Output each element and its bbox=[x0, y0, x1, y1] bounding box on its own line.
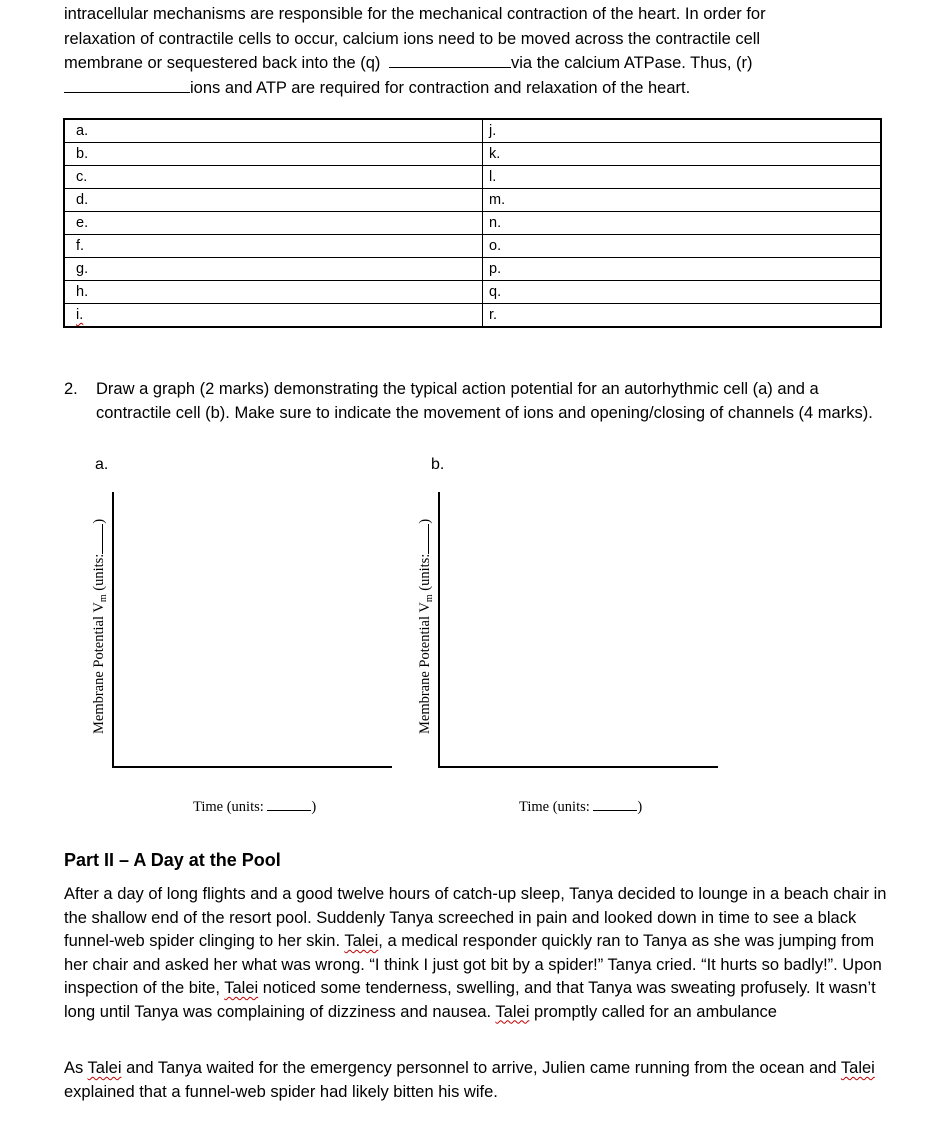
intro-line: intracellular mechanisms are responsible for the mechanical contraction of the heart. In order for bbox=[64, 5, 766, 23]
story-text: explained that a funnel-web spider had likely bitten his wife. bbox=[64, 1082, 498, 1101]
graph-b-y-axis bbox=[438, 492, 440, 768]
answer-cell-o[interactable]: o. bbox=[483, 235, 882, 258]
part2-heading: Part II – A Day at the Pool bbox=[64, 850, 281, 870]
graph-a-x-axis-label bbox=[193, 798, 316, 816]
spellcheck-word: Talei bbox=[840, 1059, 875, 1077]
graph-b-label: b. bbox=[431, 456, 445, 473]
xlabel-units-blank[interactable] bbox=[267, 798, 311, 811]
xlabel-text: Time (units: bbox=[519, 799, 590, 815]
story-text: , a medical responder quickly ran to Tanya as she was jumping from her chair and asked her what was wrong. “I think I just got bit by a spider!” Tanya cried. “It hurts so badly!”. Upon inspection of the bite, bbox=[64, 932, 882, 997]
intro-line: relaxation of contractile cells to occur, calcium ions need to be moved across the contractile cell bbox=[64, 29, 761, 48]
table-row bbox=[64, 235, 881, 258]
table-row bbox=[64, 143, 881, 166]
intro-line bbox=[64, 76, 894, 101]
answer-cell-r[interactable]: r. bbox=[483, 304, 882, 328]
story-text: After a day of long flights and a good twelve hours of catch-up sleep, Tanya decided to lounge in a beach chair in the shallow end of the resort pool. Suddenly Tanya screeched in pain and looked down in time to see a black funnel-web spider clinging to her skin. bbox=[64, 885, 887, 950]
graph-b-x-axis-label bbox=[519, 798, 642, 816]
ylabel-units-blank[interactable] bbox=[416, 524, 429, 554]
answer-cell-g[interactable]: g. bbox=[64, 258, 483, 281]
spellcheck-word: Talei bbox=[344, 932, 379, 950]
xlabel-close: ) bbox=[311, 799, 317, 815]
ylabel-subscript: m bbox=[98, 594, 109, 603]
table-row bbox=[64, 212, 881, 235]
ylabel-units-blank[interactable] bbox=[90, 524, 103, 554]
table-row bbox=[64, 281, 881, 304]
answer-cell-e[interactable]: e. bbox=[64, 212, 483, 235]
answer-cell-a[interactable]: a. bbox=[64, 119, 483, 143]
answer-cell-n[interactable]: n. bbox=[483, 212, 882, 235]
answer-cell-j[interactable]: j. bbox=[483, 119, 882, 143]
ylabel-subscript: m bbox=[424, 594, 435, 603]
story-paragraph-1 bbox=[64, 883, 894, 1024]
ylabel-units: (units: bbox=[417, 553, 433, 591]
story-text: noticed some tenderness, swelling, and that Tanya was sweating profusely. It wasn’t long until Tanya was complaining of dizziness and nausea. bbox=[64, 979, 876, 1021]
intro-text: ions and ATP are required for contraction and relaxation of the heart. bbox=[190, 78, 691, 97]
answer-cell-d[interactable]: d. bbox=[64, 189, 483, 212]
ylabel-text: Membrane Potential V bbox=[417, 602, 433, 734]
ylabel-close: ) bbox=[91, 518, 107, 524]
fill-blank-r[interactable] bbox=[64, 77, 190, 93]
graph-a-label: a. bbox=[95, 456, 109, 473]
ylabel-text: Membrane Potential V bbox=[91, 602, 107, 734]
answer-cell-k[interactable]: k. bbox=[483, 143, 882, 166]
story-paragraph-2 bbox=[64, 1057, 894, 1104]
answer-cell-p[interactable]: p. bbox=[483, 258, 882, 281]
intro-text: via the calcium ATPase. Thus, (r) bbox=[511, 54, 753, 72]
intro-text: membrane or sequestered back into the (q) bbox=[64, 54, 381, 72]
fill-blank-q[interactable] bbox=[389, 52, 511, 68]
answer-cell-f[interactable]: f. bbox=[64, 235, 483, 258]
graph-a-y-axis-label bbox=[90, 519, 109, 734]
xlabel-text: Time (units: bbox=[193, 799, 264, 815]
answer-cell-b[interactable]: b. bbox=[64, 143, 483, 166]
story-text: and Tanya waited for the emergency personnel to arrive, Julien came running from the ocean and bbox=[121, 1059, 841, 1077]
table-row bbox=[64, 166, 881, 189]
graph-a-x-axis bbox=[112, 766, 392, 768]
spellcheck-word: Talei bbox=[87, 1059, 122, 1077]
answer-cell-h[interactable]: h. bbox=[64, 281, 483, 304]
ylabel-close: ) bbox=[417, 518, 433, 524]
xlabel-close: ) bbox=[637, 799, 643, 815]
graph-b-x-axis bbox=[438, 766, 718, 768]
intro-paragraph bbox=[64, 2, 894, 100]
table-row bbox=[64, 258, 881, 281]
graph-b-y-axis-label bbox=[416, 519, 435, 734]
answer-table bbox=[63, 118, 882, 328]
answer-cell-m[interactable]: m. bbox=[483, 189, 882, 212]
table-row bbox=[64, 304, 881, 328]
answer-cell-q[interactable]: q. bbox=[483, 281, 882, 304]
answer-cell-l[interactable]: l. bbox=[483, 166, 882, 189]
answer-cell-i[interactable]: i. bbox=[64, 304, 483, 328]
table-row bbox=[64, 119, 881, 143]
spellcheck-word: Talei bbox=[495, 1002, 530, 1021]
table-row bbox=[64, 189, 881, 212]
story-text: promptly called for an ambulance bbox=[529, 1002, 777, 1021]
answer-cell-c[interactable]: c. bbox=[64, 166, 483, 189]
spellcheck-word: Talei bbox=[224, 979, 259, 997]
story-text: As bbox=[64, 1059, 88, 1077]
question-text: Draw a graph (2 marks) demonstrating the typical action potential for an autorhythmic cell (a) and a contractile cell (b). Make sure to indicate the movement of ions and opening/closing of channels (4 marks). bbox=[96, 380, 873, 422]
intro-line bbox=[64, 51, 894, 76]
graph-a-y-axis bbox=[112, 492, 114, 768]
question-number: 2. bbox=[64, 380, 78, 398]
xlabel-units-blank[interactable] bbox=[593, 798, 637, 811]
ylabel-units: (units: bbox=[91, 553, 107, 591]
